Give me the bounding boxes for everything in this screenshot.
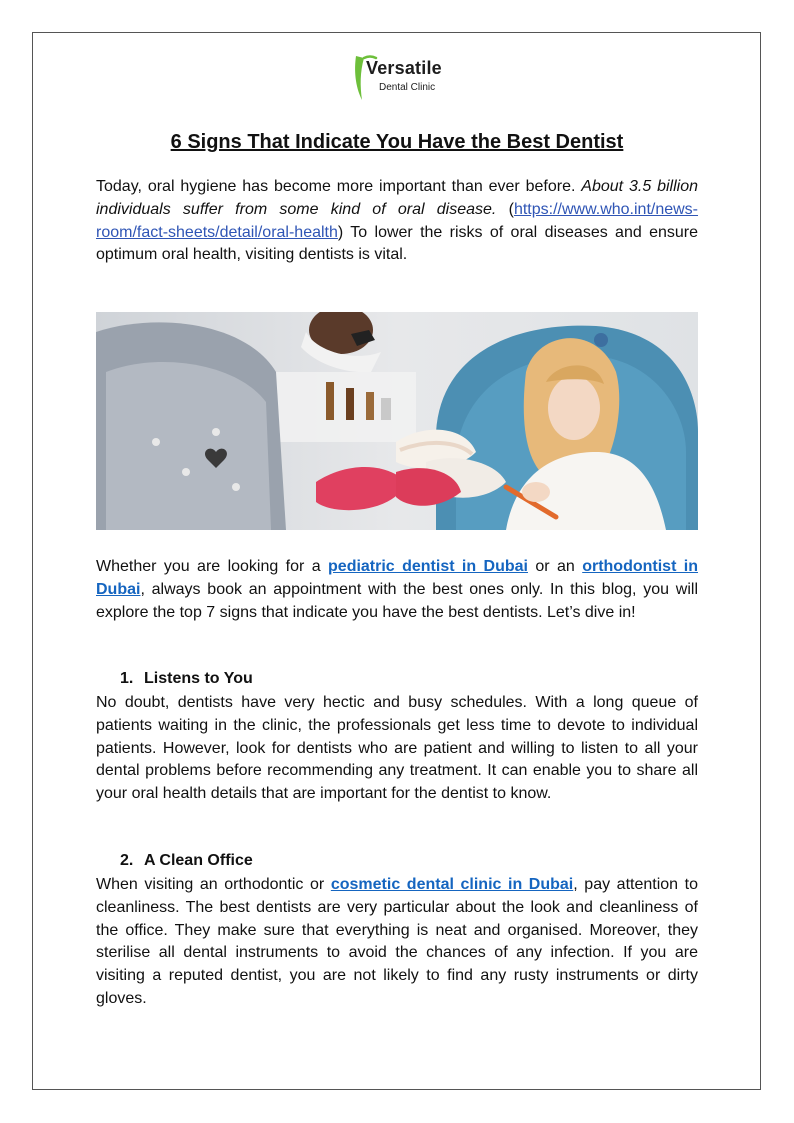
dentist-child-photo	[96, 312, 698, 530]
p2-text-a: Whether you are looking for a	[96, 558, 329, 575]
section-body-clean-office	[96, 874, 698, 1011]
p2-text-c: , always book an appointment with the best ones only. In this blog, you will explore the top 7 signs that indicate you have the best dentists. Let’s dive in!	[96, 580, 698, 621]
logo-subtitle: Dental Clinic	[379, 82, 436, 93]
section-heading-text: A Clean Office	[144, 852, 253, 869]
intro-italic-stat: About 3.5 billion individuals suffer from some kind of oral disease.	[96, 178, 698, 218]
p4-text-b: , pay attention to cleanliness. The best dentists are very particular about the look and cleanliness of the office. They make sure that everything is neat and organised. Moreover, they sterilise all dental instruments to avoid the chances of any infection. If you are visiting a reputed dentist, you are not likely to find any rusty instruments or dirty gloves.	[96, 876, 699, 1007]
p2-text-b: or an	[528, 558, 583, 575]
section-heading-text: Listens to You	[144, 670, 253, 687]
section-number: 1.	[120, 670, 134, 687]
intro-paragraph	[96, 176, 698, 267]
section-number: 2.	[120, 852, 134, 869]
orthodontist-link[interactable]: orthodontist in Dubai	[96, 558, 699, 598]
clinic-logo[interactable]	[352, 52, 452, 104]
page-title: 6 Signs That Indicate You Have the Best Dentist	[170, 131, 624, 153]
intro-text-b: ) To lower the risks of oral diseases and ensure optimum oral health, visiting dentists is vital.	[96, 223, 698, 264]
who-source-link[interactable]: https://www.who.int/news-room/fact-sheets/detail/oral-health	[96, 200, 699, 241]
intro-paragraph-2	[96, 556, 698, 624]
pediatric-dentist-link[interactable]: pediatric dentist in Dubai	[328, 558, 528, 575]
logo-name: Versatile	[366, 58, 442, 78]
section-heading-listens	[120, 670, 253, 688]
section-body-listens: No doubt, dentists have very hectic and busy schedules. With a long queue of patients waiting in the clinic, the professionals get less time to devote to individual patients. However, look for dentists who are patient and willing to listen to all your dental problems before recommending any treatment. It can enable you to share all your oral health details that are important for the dentist to know.	[96, 694, 698, 803]
intro-paren-open: (	[496, 200, 514, 218]
p4-text-a: When visiting an orthodontic or	[96, 876, 331, 893]
cosmetic-clinic-link[interactable]: cosmetic dental clinic in Dubai	[330, 876, 574, 893]
section-heading-clean-office	[120, 852, 253, 870]
intro-text-a: Today, oral hygiene has become more important than ever before.	[96, 178, 582, 195]
